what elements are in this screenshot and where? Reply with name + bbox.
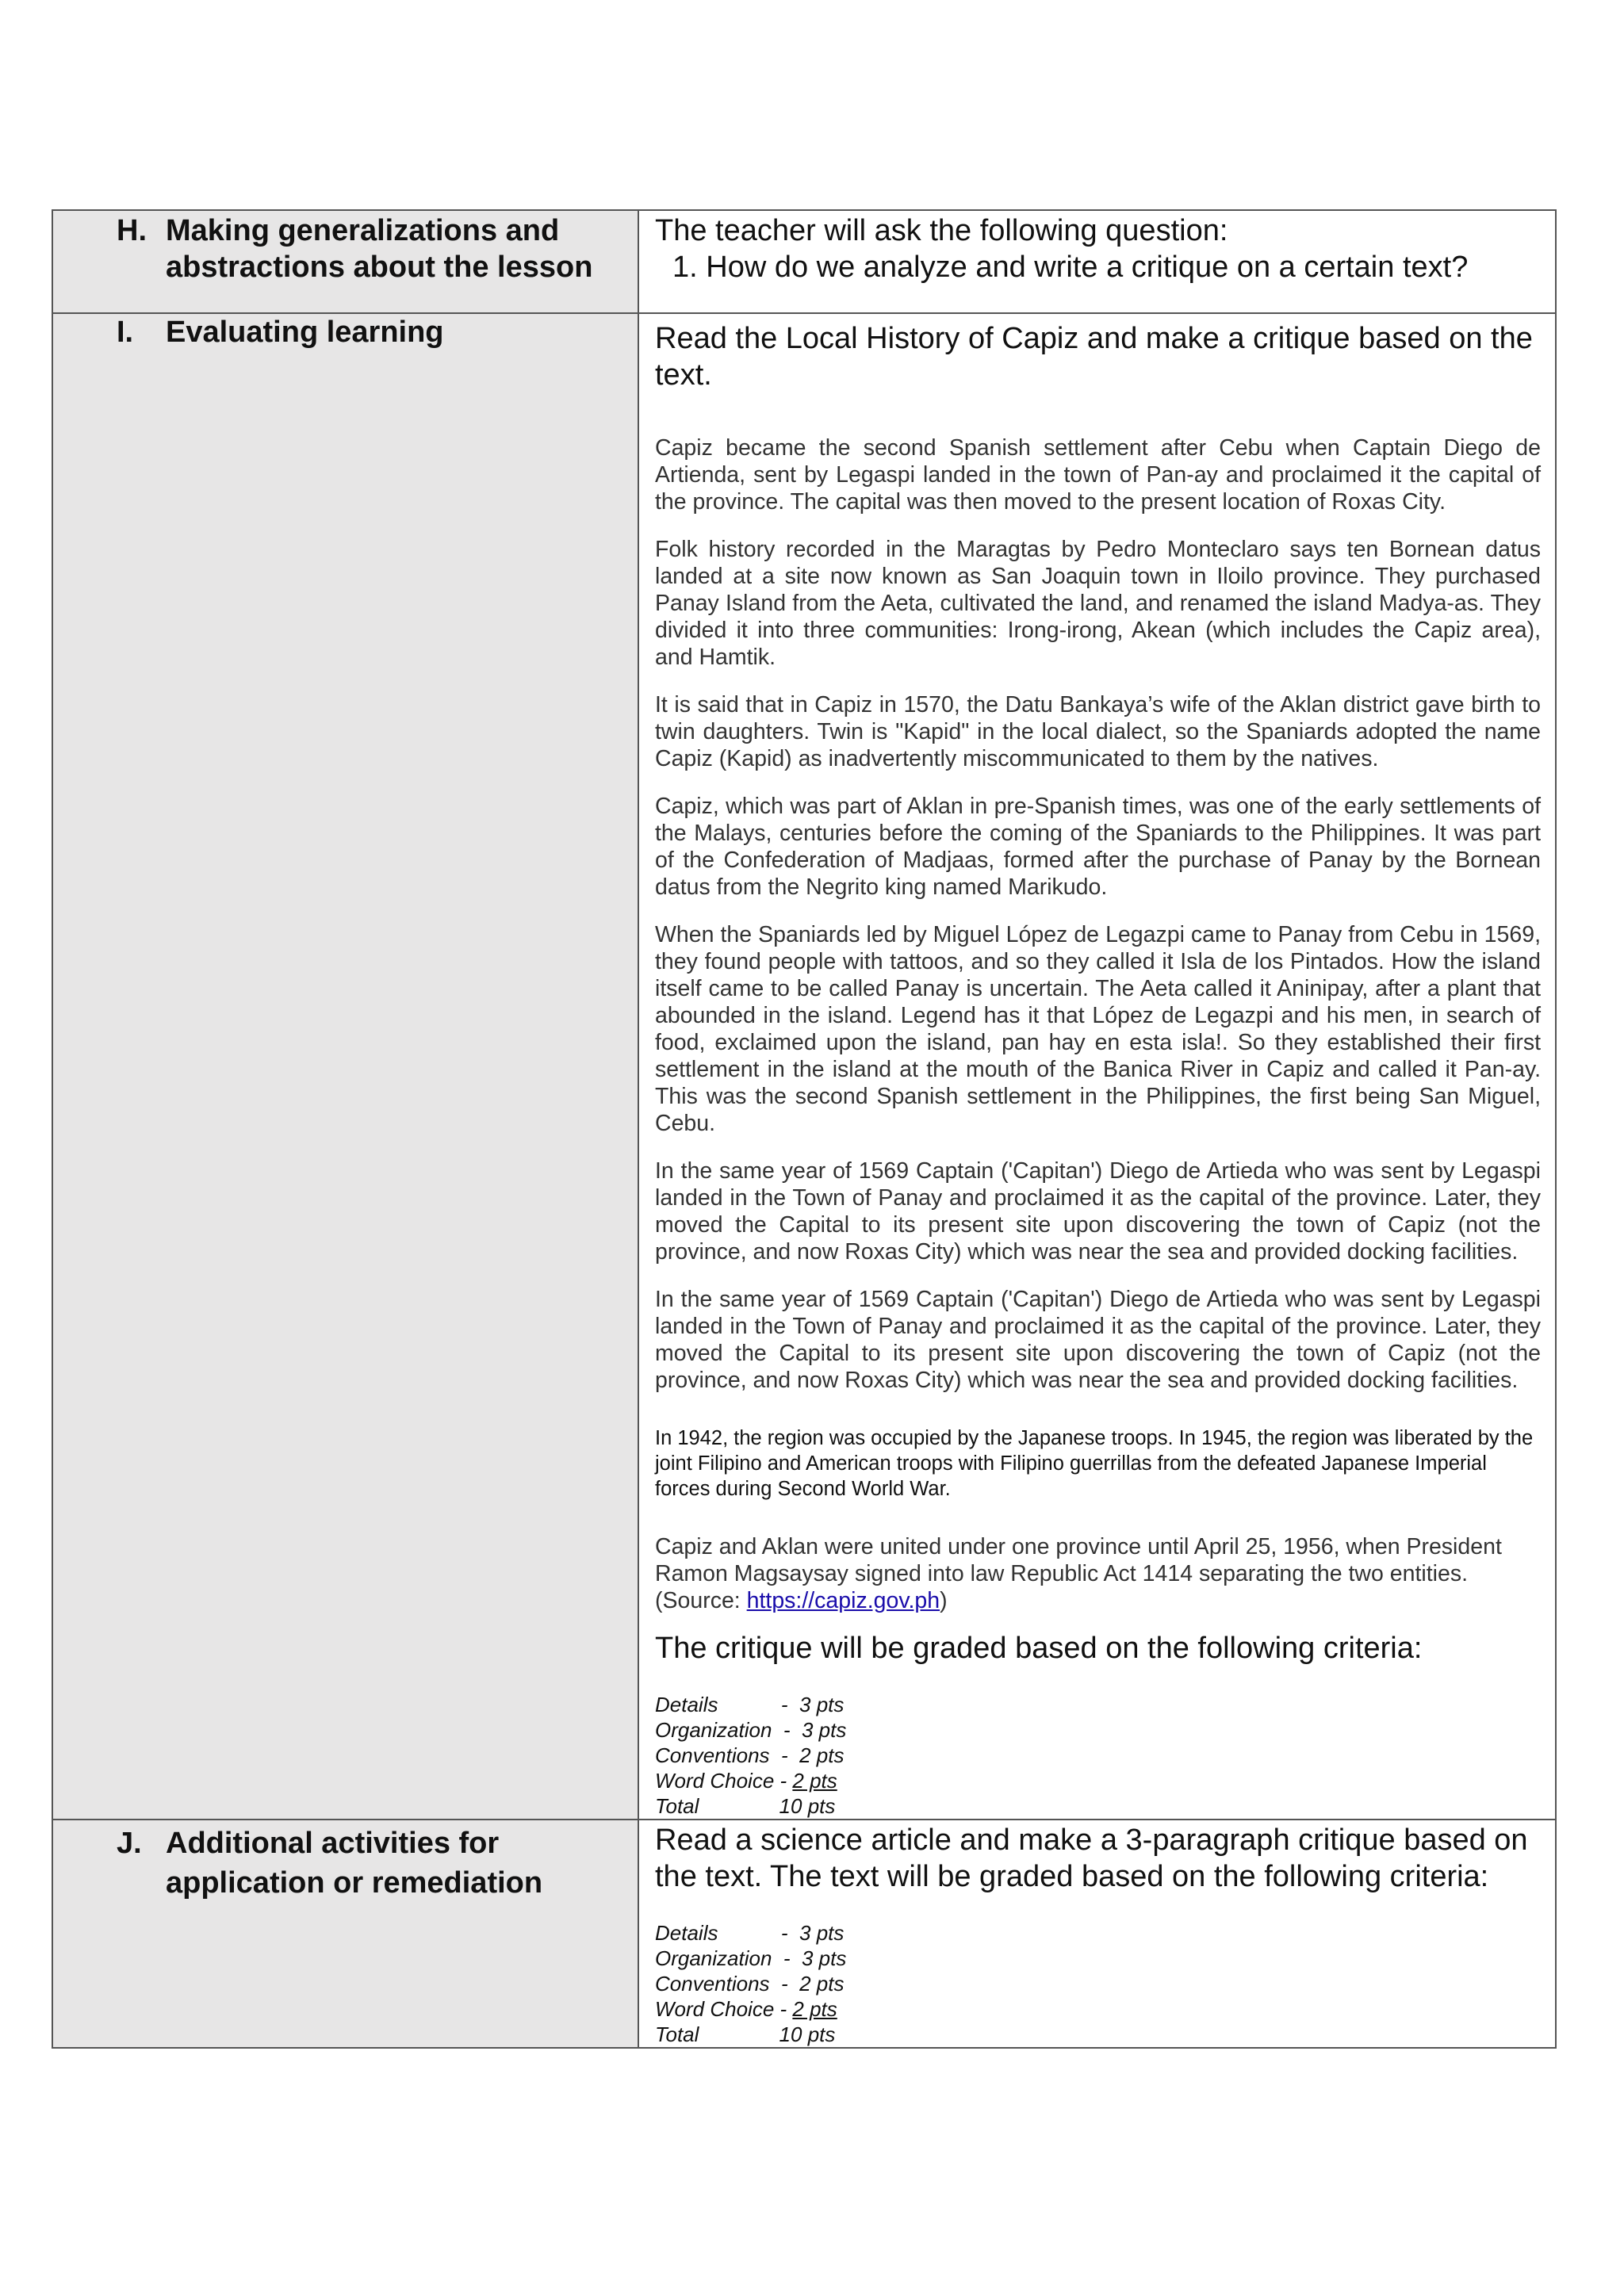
criteria-details: Details - 3 pts: [655, 1693, 845, 1716]
row-i-label-cell: [52, 313, 638, 1820]
section-letter: I.: [117, 316, 134, 349]
source-suffix: ): [940, 1588, 948, 1613]
section-title-line: Additional activities for: [166, 1827, 500, 1860]
criteria-heading: The critique will be graded based on the following criteria:: [655, 1632, 1423, 1665]
history-paragraph: Capiz became the second Spanish settlement after Cebu when Captain Diego de Artienda, sent by Legaspi landed in the town of Pan-ay and proclaimed it the capital of the province. The capital was then moved to the present location of Roxas City.: [655, 435, 1541, 515]
history-paragraph: When the Spaniards led by Miguel López de Legazpi came to Panay from Cebu in 1569, they found people with tattoos, and so they called it Isla de los Pintados. How the island itself came to be called Panay is uncertain. The Aeta called it Aninipay, after a plant that abounded in the island. Legend has it that López de Legazpi and his men, in search of food, exclaimed upon the island, pan hay en esta isla!. So they established their first settlement in the island at the mouth of the Banica River in Capiz and called it Pan-ay. This was the second Spanish settlement in the Philippines, the first being San Miguel, Cebu.: [655, 922, 1541, 1136]
criteria-organization: Organization - 3 pts: [655, 1946, 847, 1970]
source-citation: [655, 1587, 1541, 1614]
history-paragraph: In the same year of 1569 Captain ('Capitan') Diego de Artieda who was sent by Legaspi landed in the Town of Panay and proclaimed it as the capital of the province. Later, they moved the Capital to its present site upon discovering the town of Capiz (not the province, and now Roxas City) which was near the sea and provided docking facilities.: [655, 1287, 1541, 1393]
criteria-label: Word Choice -: [655, 1769, 793, 1793]
source-prefix: (Source:: [655, 1588, 747, 1613]
section-h-heading: [53, 211, 638, 285]
lesson-plan-table: [52, 209, 1557, 2049]
row-h: [52, 210, 1556, 313]
criteria-conventions: Conventions - 2 pts: [655, 1743, 845, 1767]
instruction-line: text.: [655, 358, 712, 392]
section-title: Evaluating learning: [166, 316, 444, 349]
criteria-total: Total 10 pts: [655, 2022, 836, 2046]
instruction-line: Read the Local History of Capiz and make a critique based on the: [655, 322, 1533, 355]
section-title-line: abstractions about the lesson: [166, 251, 593, 284]
row-j-content-cell: [638, 1820, 1556, 2048]
question-item: 1. How do we analyze and write a critique on a certain text?: [672, 251, 1469, 284]
history-paragraph-1956: Capiz and Aklan were united under one province until April 25, 1956, when President Ramon Magsaysay signed into law Republic Act 1414 separating the two entities.: [655, 1534, 1502, 1586]
criteria-word-choice: [655, 1768, 1541, 1793]
criteria-list: [655, 1920, 1541, 2047]
criteria-points: 2 pts: [792, 1997, 837, 2021]
criteria-label: Word Choice -: [655, 1997, 793, 2021]
additional-activity-instructions: [655, 1820, 1541, 1895]
row-i: [52, 313, 1556, 1820]
row-j-label-cell: [52, 1820, 638, 2048]
history-paragraph: It is said that in Capiz in 1570, the Datu Bankaya’s wife of the Aklan district gave birth to twin daughters. Twin is "Kapid" in the local dialect, so the Spaniards adopted the name Capiz (Kapid) as inadvertently miscommunicated to them by the natives.: [655, 692, 1541, 771]
row-j: [52, 1820, 1556, 2048]
row-i-content-cell: [638, 313, 1556, 1820]
criteria-organization: Organization - 3 pts: [655, 1718, 847, 1742]
criteria-list: [655, 1692, 1541, 1819]
row-h-label-cell: [52, 210, 638, 313]
history-paragraph-1942: In 1942, the region was occupied by the Japanese troops. In 1945, the region was liberated by the joint Filipino and American troops with Filipino guerrillas from the defeated Japanese Imperial forces during Second World War.: [655, 1427, 1534, 1500]
section-j-heading: [53, 1820, 638, 1903]
section-i-heading: [53, 314, 638, 350]
criteria-word-choice: [655, 1996, 1541, 2022]
history-paragraph: Folk history recorded in the Maragtas by Pedro Monteclaro says ten Bornean datus landed at a site now known as San Joaquin town in Iloilo province. They purchased Panay Island from the Aeta, cultivated the land, and renamed the island Madya-as. They divided it into three communities: Irong-irong, Akean (which includes the Capiz area), and Hamtik.: [655, 537, 1541, 670]
section-letter: J.: [117, 1827, 142, 1860]
criteria-points: 2 pts: [792, 1769, 837, 1793]
source-link[interactable]: https://capiz.gov.ph: [746, 1588, 940, 1613]
section-title-line: application or remediation: [166, 1866, 543, 1900]
criteria-total: Total 10 pts: [655, 1794, 836, 1818]
criteria-conventions: Conventions - 2 pts: [655, 1972, 845, 1996]
history-paragraph: Capiz, which was part of Aklan in pre-Spanish times, was one of the early settlements of the Malays, centuries before the coming of the Spaniards to the Philippines. It was part of the Confederation of Madjaas, formed after the purchase of Panay by the Bornean datus from the Negrito king named Marikudo.: [655, 794, 1541, 900]
instruction-line: Read a science article and make a 3-paragraph critique based on: [655, 1823, 1528, 1857]
teacher-intro: The teacher will ask the following question:: [655, 214, 1228, 247]
instruction-line: the text. The text will be graded based on the following criteria:: [655, 1860, 1489, 1893]
section-title-line: Making generalizations and: [166, 214, 560, 247]
history-paragraph: In the same year of 1569 Captain ('Capitan') Diego de Artieda who was sent by Legaspi landed in the Town of Panay and proclaimed it as the capital of the province. Later, they moved the Capital to its present site upon discovering the town of Capiz (not the province, and now Roxas City) which was near the sea and provided docking facilities.: [655, 1158, 1541, 1265]
evaluation-instructions: [655, 314, 1541, 393]
section-letter: H.: [117, 214, 147, 247]
row-h-content-cell: [638, 210, 1556, 313]
criteria-details: Details - 3 pts: [655, 1921, 845, 1945]
